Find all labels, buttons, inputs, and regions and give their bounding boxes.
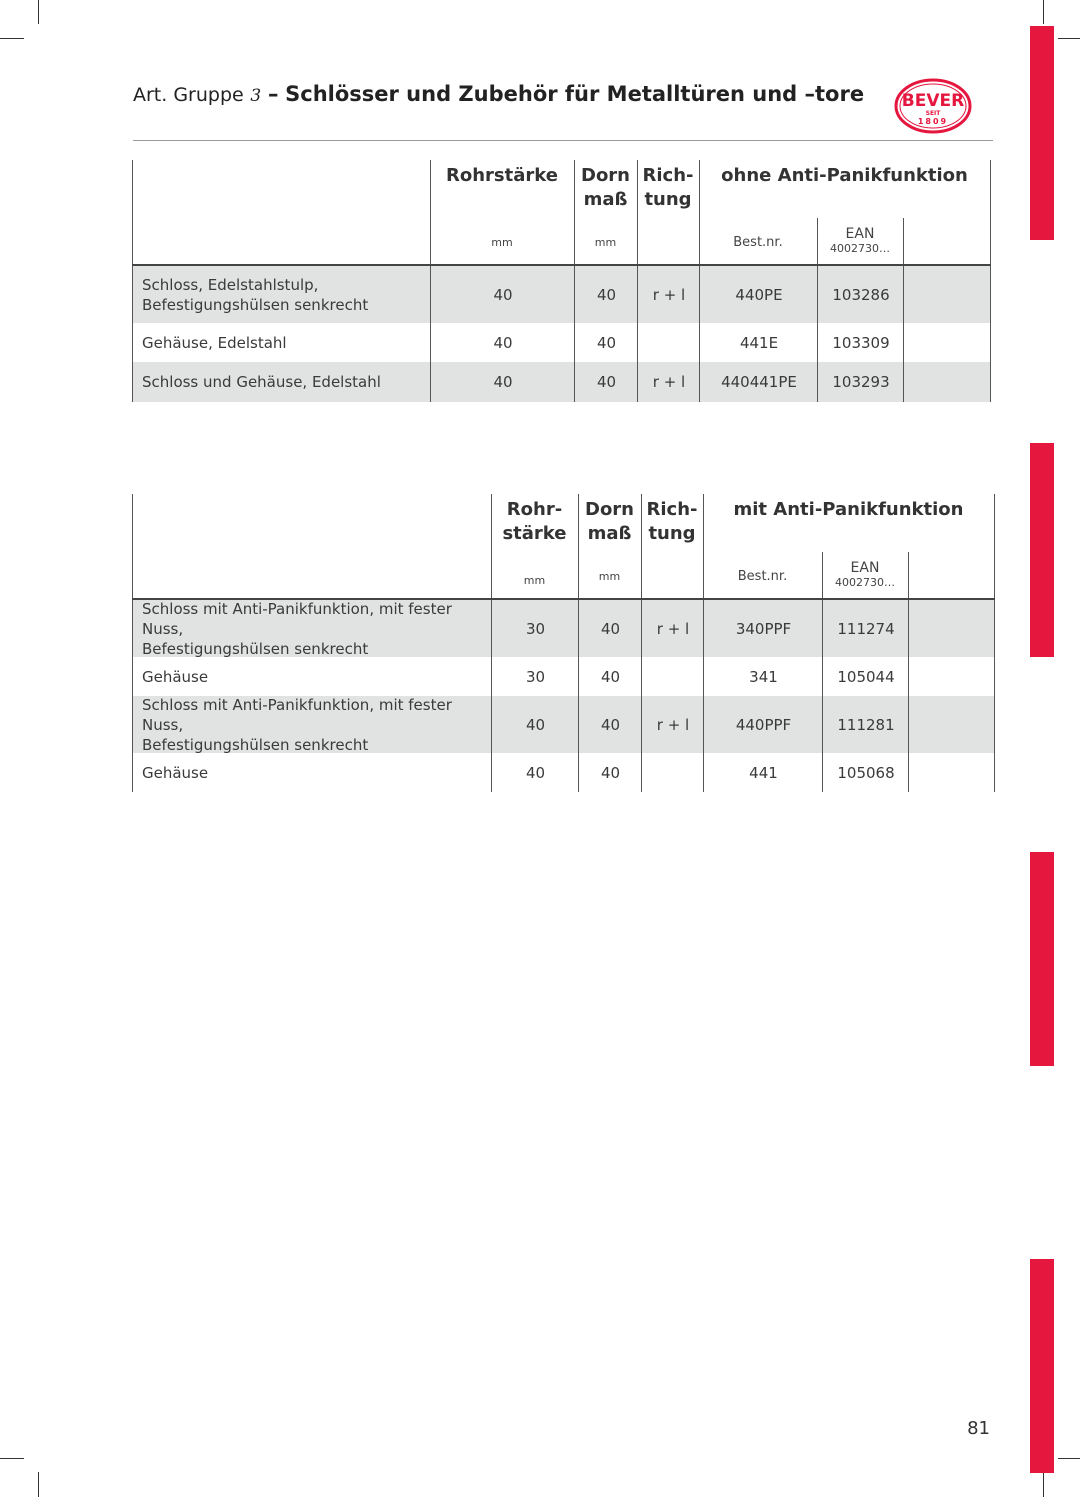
table-row (133, 323, 990, 362)
row-rohr: 40 (493, 373, 513, 391)
row-ean: 103293 (832, 373, 890, 391)
header-rohrstaerke: Rohrstärke (446, 165, 558, 186)
row-rohr: 40 (525, 763, 546, 782)
table-mit-anti-panik (132, 494, 996, 792)
header-dorn (574, 164, 637, 212)
table-border (430, 266, 431, 402)
table-row (133, 600, 994, 657)
logo-year: 1809 (917, 117, 949, 126)
title-text: Schlösser und Zubehör für Metalltüren und –tore (285, 82, 865, 106)
header-richtung (637, 164, 699, 212)
row-richtung: r + l (652, 373, 686, 391)
row-dorn: 40 (600, 667, 621, 686)
row-dorn: 40 (596, 285, 617, 304)
register-tab (1030, 1259, 1054, 1473)
header-richtung-line1: Rich- (646, 499, 698, 520)
header-rohr-line2: stärke (502, 523, 567, 544)
title-separator: – (267, 82, 279, 106)
row-bestnr: 440PPF (735, 715, 792, 734)
crop-mark (38, 0, 39, 24)
table-border (903, 266, 904, 402)
header-group: mit Anti-Panikfunktion (733, 499, 964, 520)
unit-ean (822, 560, 908, 589)
row-bestnr: 340PPF (735, 619, 792, 638)
row-ean: 111281 (837, 715, 895, 734)
crop-mark (1043, 1472, 1044, 1497)
register-tab (1030, 852, 1054, 1066)
ean-prefix: 4002730… (835, 576, 895, 589)
table-row (133, 753, 994, 792)
row-rohr: 40 (493, 285, 513, 304)
unit-ean (817, 226, 903, 255)
row-description: Schloss, Edelstahlstulp, Befestigungshülsen senkrecht (142, 275, 369, 314)
table-border (817, 266, 818, 402)
crop-mark (0, 1458, 24, 1459)
table-border (699, 266, 700, 402)
page-title (133, 82, 864, 112)
crop-mark (38, 1472, 39, 1497)
register-tab (1030, 26, 1054, 240)
ean-label: EAN (845, 226, 875, 242)
header-dorn-line1: Dorn (585, 499, 634, 520)
table-border (578, 600, 579, 792)
table-border (491, 600, 492, 792)
row-ean: 111274 (837, 619, 895, 638)
header-richtung-line1: Rich- (642, 165, 694, 186)
row-ean: 105068 (837, 763, 895, 782)
page-number: 81 (967, 1418, 990, 1439)
table-ohne-anti-panik (132, 160, 992, 402)
row-richtung (642, 753, 704, 792)
table-border (990, 266, 991, 402)
row-richtung (638, 323, 700, 362)
row-dorn: 40 (600, 715, 621, 734)
row-dorn: 40 (596, 333, 617, 352)
row-description: Schloss und Gehäuse, Edelstahl (142, 373, 381, 391)
header-rohrstaerke (491, 498, 578, 546)
crop-mark (1043, 0, 1044, 24)
row-rohr: 40 (525, 715, 546, 734)
row-description: Schloss mit Anti-Panikfunktion, mit fester Nuss, Befestigungshülsen senkrecht (142, 695, 452, 754)
row-bestnr: 341 (749, 667, 778, 686)
table-border (703, 600, 704, 792)
unit-rohr: mm (523, 574, 546, 587)
table-border (637, 266, 638, 402)
row-rohr: 30 (525, 667, 546, 686)
row-bestnr: 440441PE (721, 373, 797, 391)
logo-brand: BEVER (901, 91, 965, 111)
ean-prefix: 4002730… (830, 242, 890, 255)
table-border (574, 266, 575, 402)
unit-dorn: mm (594, 236, 617, 249)
table-border (641, 600, 642, 792)
header-dorn-line2: maß (583, 189, 628, 210)
row-bestnr: 441E (739, 333, 779, 352)
header-dorn-line2: maß (587, 523, 632, 544)
crop-mark (1058, 38, 1080, 39)
header-group: ohne Anti-Panikfunktion (721, 165, 968, 186)
row-dorn: 40 (600, 763, 621, 782)
header-dorn (578, 498, 641, 546)
table-border (994, 600, 995, 792)
title-group-number: 3 (250, 86, 262, 106)
header-rohr-line1: Rohr- (506, 499, 563, 520)
row-ean: 103286 (832, 285, 890, 304)
crop-mark (1058, 1458, 1080, 1459)
row-rohr: 30 (525, 619, 546, 638)
row-ean: 103309 (832, 333, 890, 352)
table-row (133, 266, 990, 323)
ean-label: EAN (850, 560, 880, 576)
row-description: Gehäuse (142, 667, 209, 686)
unit-dorn: mm (598, 570, 621, 583)
row-rohr: 40 (493, 333, 513, 352)
header-richtung-line2: tung (648, 523, 696, 544)
row-dorn: 40 (600, 619, 621, 638)
title-prefix: Art. Gruppe (133, 84, 244, 106)
table-row (133, 696, 994, 753)
header-richtung-line2: tung (644, 189, 692, 210)
table-row (133, 657, 994, 696)
register-tab (1030, 443, 1054, 657)
table-border (908, 600, 909, 792)
table-row (133, 362, 990, 402)
row-description: Schloss mit Anti-Panikfunktion, mit fester Nuss, Befestigungshülsen senkrecht (142, 599, 452, 658)
table-border (822, 600, 823, 792)
title-divider (133, 140, 993, 141)
header-dorn-line1: Dorn (581, 165, 630, 186)
row-bestnr: 440PE (735, 285, 783, 304)
logo-since: SEIT (925, 110, 941, 117)
row-richtung: r + l (656, 619, 690, 638)
row-richtung (642, 657, 704, 696)
row-description: Gehäuse, Edelstahl (142, 333, 287, 352)
row-richtung: r + l (652, 285, 686, 304)
row-bestnr: 441 (749, 763, 778, 782)
unit-bestnr: Best.nr. (737, 569, 788, 584)
crop-mark (0, 38, 24, 39)
row-ean: 105044 (837, 667, 895, 686)
row-richtung: r + l (656, 715, 690, 734)
header-richtung (641, 498, 703, 546)
row-description: Gehäuse (142, 763, 209, 782)
unit-bestnr: Best.nr. (733, 235, 783, 250)
row-dorn: 40 (596, 373, 617, 391)
unit-rohr: mm (491, 236, 513, 249)
bever-logo (894, 78, 972, 134)
